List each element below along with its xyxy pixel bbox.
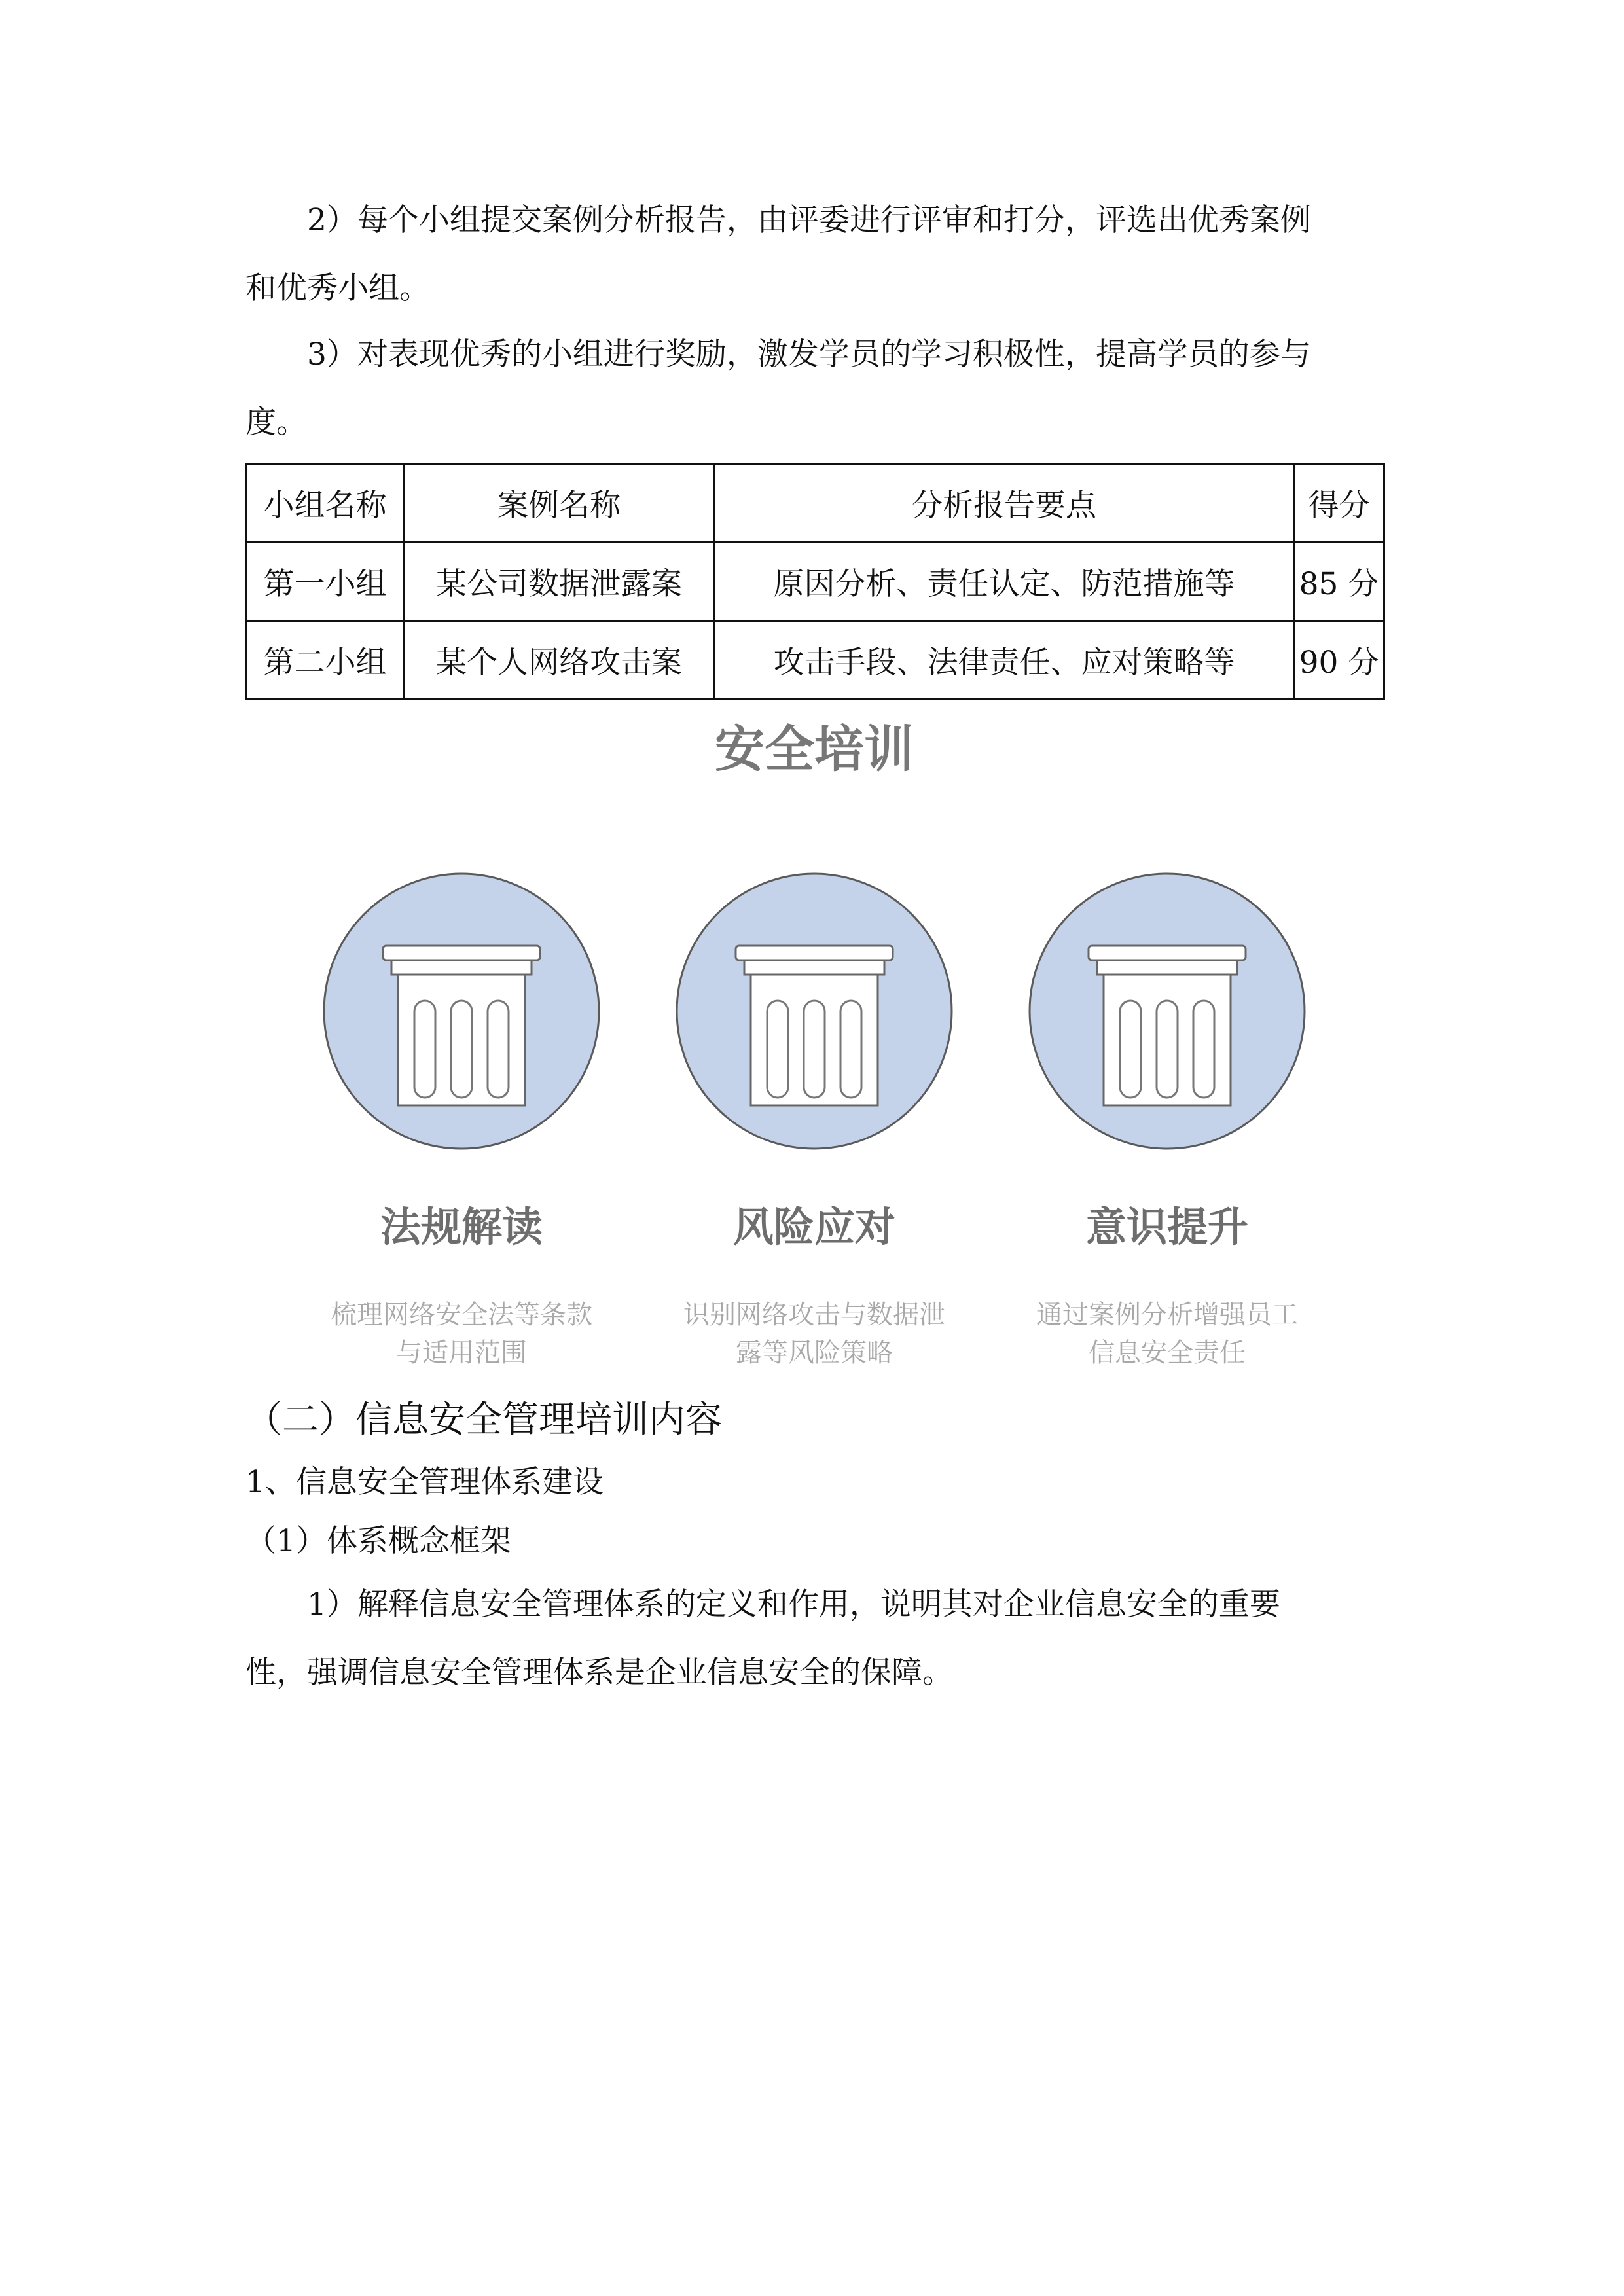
table-header-row: [247, 464, 1384, 543]
paragraph-line: 1）解释信息安全管理体系的定义和作用，说明其对企业信息安全的重要: [307, 1587, 1280, 1623]
column-header-score: 得分: [1294, 464, 1384, 543]
pillar-card-awareness: [984, 870, 1350, 1381]
column-header-points: 分析报告要点: [715, 464, 1294, 543]
paragraph-line: 性，强调信息安全管理体系是企业信息安全的保障。: [245, 1655, 953, 1691]
subsection-heading: 1、信息安全管理体系建设: [245, 1464, 604, 1500]
paragraph-framework: [245, 1571, 1381, 1707]
table-cell: 某个人网络攻击案: [404, 621, 715, 700]
paragraph-line: 2）每个小组提交案例分析报告，由评委进行评审和打分，评选出优秀案例: [307, 202, 1311, 238]
sub-subsection-heading: （1）体系概念框架: [245, 1523, 511, 1559]
pillar-card-regulation: [278, 870, 645, 1381]
table-cell: 90 分: [1294, 621, 1384, 700]
pillar-description-line: 梳理网络安全法等条款: [331, 1300, 592, 1330]
paragraph-line: 度。: [245, 404, 307, 440]
pillar-title: 法规解读: [380, 1203, 543, 1251]
column-header-group: 小组名称: [247, 464, 404, 543]
section-heading: （二）信息安全管理培训内容: [245, 1399, 722, 1441]
table-cell: 第二小组: [247, 621, 404, 700]
pillar-card-risk: [631, 870, 998, 1381]
table-cell: 第一小组: [247, 543, 404, 621]
pillar-description: [631, 1296, 998, 1372]
pillar-description-line: 识别网络攻击与数据泄: [683, 1300, 945, 1330]
table-cell: 原因分析、责任认定、防范措施等: [715, 543, 1294, 621]
pillar-description-line: 信息安全责任: [1089, 1338, 1246, 1368]
pillar-description: [278, 1296, 645, 1372]
paragraph-line: 3）对表现优秀的小组进行奖励，激发学员的学习积极性，提高学员的参与: [307, 336, 1311, 372]
paragraph-reward: [245, 321, 1381, 457]
paragraph-line: 和优秀小组。: [245, 270, 430, 306]
pillar-description-line: 露等风险策略: [736, 1338, 893, 1368]
pillar-title: 风险应对: [732, 1203, 895, 1251]
security-training-infographic: [245, 707, 1383, 1381]
pillar-icon: [674, 870, 955, 1152]
pillar-icon: [321, 870, 602, 1152]
infographic-title: 安全培训: [715, 720, 914, 778]
table-cell: 某公司数据泄露案: [404, 543, 715, 621]
case-score-table: [245, 463, 1385, 700]
table-row: [247, 621, 1384, 700]
pillar-description: [984, 1296, 1350, 1372]
pillar-icon: [1026, 870, 1308, 1152]
pillar-title: 意识提升: [1085, 1203, 1248, 1251]
table-cell: 攻击手段、法律责任、应对策略等: [715, 621, 1294, 700]
paragraph-evaluation: [245, 187, 1381, 323]
table-cell: 85 分: [1294, 543, 1384, 621]
column-header-case: 案例名称: [404, 464, 715, 543]
table-row: [247, 543, 1384, 621]
pillar-description-line: 通过案例分析增强员工: [1036, 1300, 1298, 1330]
pillar-description-line: 与适用范围: [396, 1338, 527, 1368]
